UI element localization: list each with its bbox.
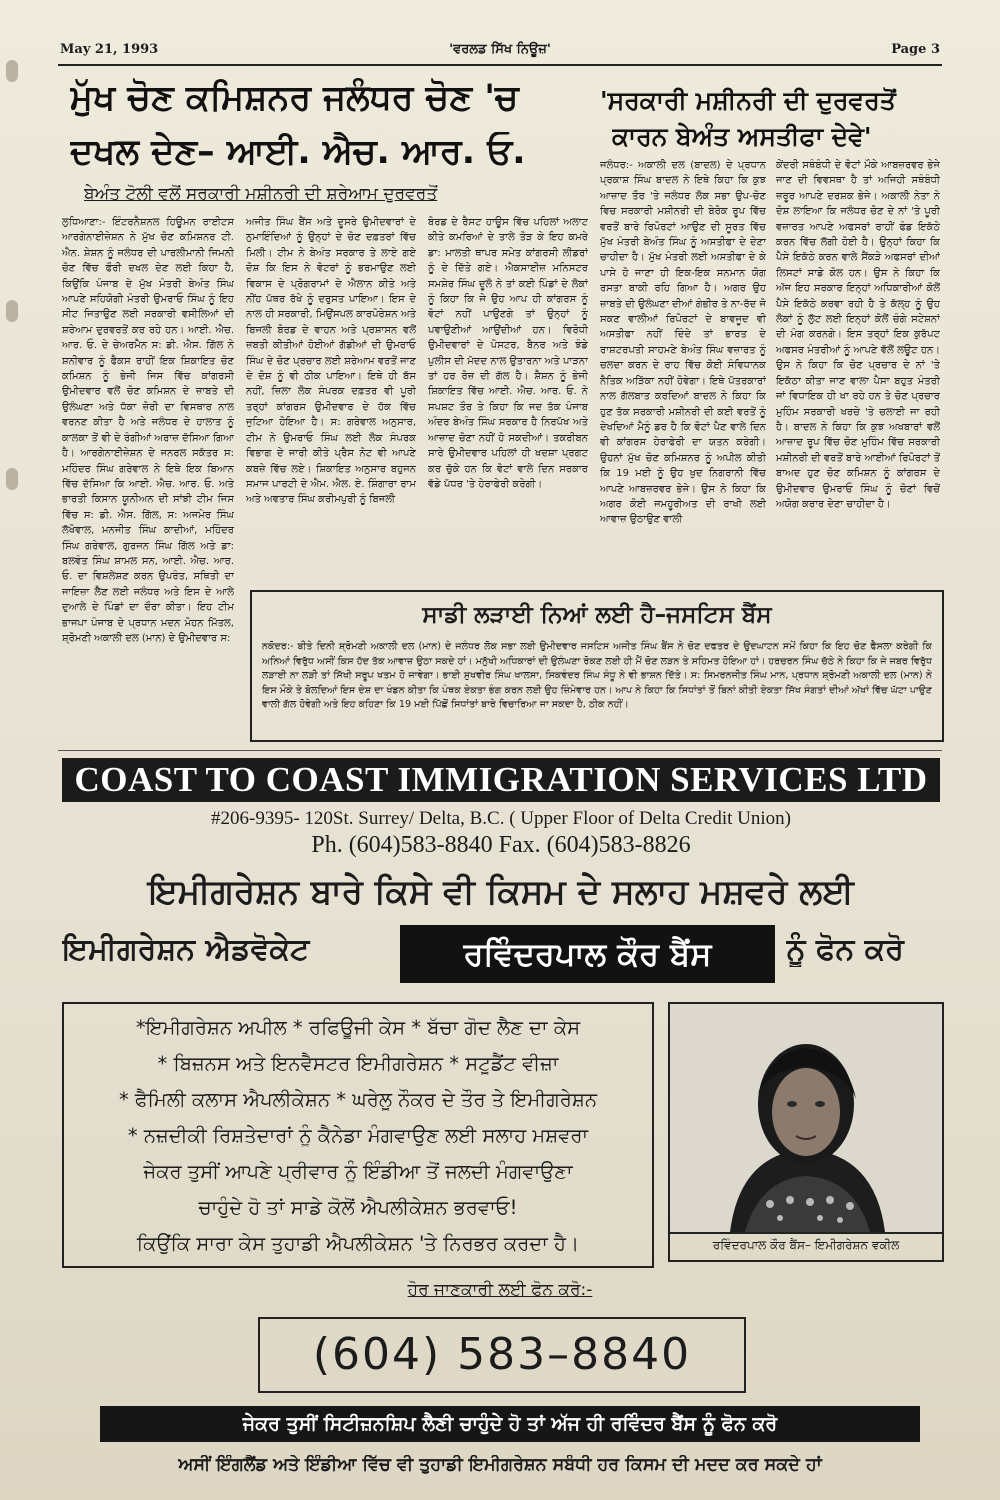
advocate-name-box: ਰਵਿੰਦਰਪਾਲ ਕੌਰ ਬੈਂਸ bbox=[400, 925, 775, 983]
advocate-prefix: ਇਮੀਗਰੇਸ਼ਨ ਐਡਵੋਕੇਟ bbox=[62, 932, 310, 967]
left-article-column-2: ਅਜੀਤ ਸਿੰਘ ਬੈਂਸ ਅਤੇ ਦੂਸਰੇ ਉਮੀਦਵਾਰਾਂ ਦੇ ਨੁਮਾਇੰਦਿਆਂ ਨੂੰ ਉਨ੍ਹਾਂ ਦੇ ਚੋਣ ਦਫ਼ਤਰਾਂ ਵਿੱਚ ਮਿਲੀ। ਟੀਮ ਨੇ ਬੇਅੰਤ ਸਰਕਾਰ ਤੇ ਲਾਏ ਗਏ ਦੋਸ਼ ਕਿ ਇਸ ਨੇ ਵੋਟਰਾਂ ਨੂੰ ਭਰਮਾਉਣ ਲਈ ਵਿਕਾਸ ਦੇ ਪ੍ਰੋਗਰਾਮਾਂ ਦੇ ਐਲਾਨ ਕੀਤੇ ਅਤੇ ਨੀਂਹ ਪੱਥਰ ਰੱਖੇ ਨੂੰ ਦਰੁਸਤ ਪਾਇਆ। ਇਸ ਦੇ ਨਾਲ ਹੀ ਸਰਕਾਰੀ, ਮਿਉਂਸਪਲ ਕਾਰਪੋਰੇਸ਼ਨ ਅਤੇ ਬਿਜਲੀ ਬੋਰਡ ਦੇ ਵਾਹਨ ਅਤੇ ਪ੍ਰਸ਼ਾਸਨ ਵਲੋਂ ਜ਼ਬਤੀ ਕੀਤੀਆਂ ਹੋਈਆਂ ਗੱਡੀਆਂ ਦੀ ਉਮਰਾਓ ਸਿੰਘ ਦੇ ਚੋਣ ਪ੍ਰਚਾਰ ਲਈ ਸ਼ਰੇਆਮ ਵਰਤੋਂ ਜਾਣ ਦੇ ਦੋਸ਼ ਨੂੰ ਵੀ ਠੀਕ ਪਾਇਆ। ਇਥੇ ਹੀ ਬੱਸ ਨਹੀਂ, ਜ਼ਿਲਾ ਲੋਕ ਸੰਪਰਕ ਦਫ਼ਤਰ ਵੀ ਪੂਰੀ ਤਰ੍ਹਾਂ ਕਾਂਗਰਸ ਉਮੀਦਵਾਰ ਦੇ ਹੱਕ ਵਿੱਚ ਜੁਟਿਆ ਹੋਇਆ ਹੈ। ਸ: ਗਰੇਵਾਲ ਅਨੁਸਾਰ, ਟੀਮ ਨੇ ਉਮਰਾਓ ਸਿੰਘ ਲਈ ਲੋਕ ਸੰਪਰਕ ਵਿਭਾਗ ਦੇ ਜਾਰੀ ਕੀਤੇ ਪ੍ਰੈਸ ਨੋਟ ਵੀ ਆਪਣੇ ਕਬਜ਼ੇ ਵਿੱਚ ਲਏ। ਸ਼ਿਕਾਇਤ ਅਨੁਸਾਰ ਬਹੁਜਨ ਸਮਾਜ ਪਾਰਟੀ ਦੇ ਐਮ. ਐਲ. ਏ. ਸ਼ਿੰਗਾਰਾ ਰਾਮ ਅਤੇ ਅਵਤਾਰ ਸਿੰਘ ਕਰੀਮਪੁਰੀ ਨੂੰ ਬਿਜਲੀ bbox=[246, 217, 416, 506]
left-subheadline: ਬੇਅੰਤ ਟੋਲੀ ਵਲੋਂ ਸਰਕਾਰੀ ਮਸ਼ੀਨਰੀ ਦੀ ਸ਼ਰੇਆਮ ਦੁਰਵਰਤੋਂ bbox=[84, 184, 438, 204]
box-title: ਸਾਡੀ ਲੜਾਈ ਨਿਆਂ ਲਈ ਹੈ–ਜਸਟਿਸ ਬੈਂਸ bbox=[422, 602, 772, 628]
portrait-image bbox=[670, 1004, 942, 1232]
photo-caption: ਰਵਿੰਦਰਪਾਲ ਕੌਰ ਬੈਂਸ– ਇਮੀਗਰੇਸ਼ਨ ਵਕੀਲ bbox=[668, 1230, 944, 1262]
service-line: * ਨਜ਼ਦੀਕੀ ਰਿਸ਼ਤੇਦਾਰਾਂ ਨੂੰ ਕੈਨੇਡਾ ਮੰਗਵਾਉਣ ਲਈ ਸਲਾਹ ਮਸ਼ਵਰਾ bbox=[127, 1124, 589, 1147]
company-phone-fax: Ph. (604)583-8840 Fax. (604)583-8826 bbox=[311, 832, 691, 858]
left-article-column-3: ਬੋਰਡ ਦੇ ਰੈਸਟ ਹਾਊਸ ਵਿੱਚ ਪਹਿਲਾਂ ਅਲਾਟ ਕੀਤੇ ਕਮਰਿਆਂ ਦੇ ਤਾਲੇ ਤੋੜ ਕੇ ਇਹ ਕਮਰੇ ਡਾ: ਮਾਲਤੀ ਥਾਪਰ ਸਮੇਤ ਕਾਂਗਰਸੀ ਲੀਡਰਾਂ ਨੂੰ ਦੇ ਦਿੱਤੇ ਗਏ। ਐਕਸਾਈਜ਼ ਮਨਿਸਟਰ ਸਮਸ਼ੇਰ ਸਿੰਘ ਦੂਲੋ ਨੇ ਤਾਂ ਕਈ ਪਿੰਡਾਂ ਦੇ ਲੋਕਾਂ ਨੂੰ ਕਿਹਾ ਕਿ ਜੇ ਉਹ ਆਪ ਹੀ ਕਾਂਗਰਸ ਨੂੰ ਵੋਟਾਂ ਨਹੀਂ ਪਾਉਣਗੇ ਤਾਂ ਉਨ੍ਹਾਂ ਨੂੰ ਪਵਾਉਣੀਆਂ ਆਉਂਦੀਆਂ ਹਨ। ਵਿਰੋਧੀ ਉਮੀਦਵਾਰਾਂ ਦੇ ਪੋਸਟਰ, ਬੈਨਰ ਅਤੇ ਝੰਡੇ ਪੁਲੀਸ ਦੀ ਮੱਦਦ ਨਾਲ ਉਤਾਰਨਾ ਅਤੇ ਪਾੜਨਾ ਤਾਂ ਹਰ ਰੋਜ਼ ਦੀ ਗੱਲ ਹੈ। ਸ਼ੈਸ਼ਨ ਨੂੰ ਭੇਜੀ ਸ਼ਿਕਾਇਤ ਵਿੱਚ ਆਈ. ਐਚ. ਆਰ. ਓ. ਨੇ ਸਪਸ਼ਟ ਤੌਰ ਤੇ ਕਿਹਾ ਕਿ ਜਦ ਤੱਕ ਪੰਜਾਬ ਅੰਦਰ ਬੇਅੰਤ ਸਿੰਘ ਸਰਕਾਰ ਹੈ ਨਿਰਪੱਖ ਅਤੇ ਆਜ਼ਾਦ ਚੋਣਾ ਨਹੀਂ ਹੋ ਸਕਦੀਆਂ। ਤਕਰੀਬਨ ਸਾਰੇ ਉਮੀਦਵਾਰ ਪਹਿਲਾਂ ਹੀ ਖਦਸ਼ਾ ਪ੍ਰਗਟ ਕਰ ਚੁੱਕੇ ਹਨ ਕਿ ਵੋਟਾਂ ਵਾਲੇ ਦਿਨ ਸਰਕਾਰ ਵੱਡੇ ਪੱਧਰ 'ਤੇ ਹੇਰਾਫੇਰੀ ਕਰੇਗੀ। bbox=[428, 217, 588, 490]
company-address: #206-9395- 120St. Surrey/ Delta, B.C. ( Upper Floor of Delta Credit Union) bbox=[211, 808, 791, 829]
box-body: ਨਕੋਦਰ:- ਬੀਤੇ ਦਿਨੀ ਸ਼੍ਰੋਮਣੀ ਅਕਾਲੀ ਦਲ (ਮਾਨ) ਦੇ ਜਲੰਧਰ ਲੋਕ ਸਭਾ ਲਈ ਉਮੀਦਵਾਰ ਜਸਟਿਸ ਅਜੀਤ ਸਿੰਘ ਬੈਂਸ ਨੇ ਚੋਣ ਦਫਤਰ ਦੇ ਉਦਘਾਟਨ ਸਮੇਂ ਕਿਹਾ ਕਿ ਇਹ ਚੋਣ ਫੈਸਲਾ ਕਰੇਗੀ ਕਿ ਅਨਿਆਂ ਵਿਰੁੱਧ ਅਸੀਂ ਕਿਸ ਹੱਦ ਤੱਕ ਆਵਾਜ਼ ਉਠਾ ਸਕਦੇ ਹਾਂ। ਮਨੁੱਖੀ ਅਧਿਕਾਰਾਂ ਦੀ ਉਲੰਘਣਾ ਰੋਕਣ ਲਈ ਹੀ ਮੈਂ ਚੋਣ ਲੜਨ ਤੇ ਸਹਿਮਤ ਹੋਇਆ ਹਾਂ। ਹਰਚਰਨ ਸਿੰਘ ਚੱਠੇ ਨੇ ਕਿਹਾ ਕਿ ਜੇ ਜਬਰ ਵਿਰੁੱਧ ਲੜਾਈ ਨਾ ਲੜੀ ਤਾਂ ਸਿੱਖੀ ਸਰੂਪ ਖਤਮ ਹੋ ਜਾਵੇਗਾ। ਭਾਈ ਸੁਖਵੀਰ ਸਿੰਘ ਖਾਲਸਾ, ਸਿਕਵੰਦਰ ਸਿੰਘ ਸੰਧੂ ਨੇ ਵੀ ਭਾਸ਼ਨ ਦਿੱਤੇ। ਸ: ਸਿਮਰਨਜੀਤ ਸਿੰਘ ਮਾਨ, ਪ੍ਰਧਾਨ ਸ਼੍ਰੋਮਣੀ ਅਕਾਲੀ ਦਲ (ਮਾਨ) ਨੇ ਇਸ ਮੌਕੇ ਤੇ ਬੋਲਦਿਆਂ ਇਸ ਦੇਸ਼ ਦਾ ਖੰਡਨ ਕੀਤਾ ਕਿ ਪੰਥਕ ਏਕਤਾ ਭੰਗ ਕਰਨ ਲਈ ਉਹ ਜ਼ਿੰਮੇਵਾਰ ਹਨ। ਆਪ ਨੇ ਕਿਹਾ ਕਿ ਸਿਧਾਂਤਾਂ ਤੋਂ ਬਿਨਾਂ ਕੀਤੀ ਏਕਤਾ ਸਿੱਖ ਸੰਗਤਾਂ ਦੀਆਂ ਅੱਖਾਂ ਵਿੱਚ ਘੱਟਾ ਪਾਉਣ ਵਾਲੀ ਗੱਲ ਹੋਵੇਗੀ ਅਤੇ ਇਹ ਕਹਿਣਾ ਕਿ 19 ਮਈ ਪਿੱਛੋਂ ਸਿਧਾਂਤਾਂ ਬਾਰੇ ਵਿਚਾਰਿਆ ਜਾ ਸਕਦਾ ਹੈ, ਠੀਕ ਨਹੀਂ। bbox=[262, 641, 932, 711]
page-number: Page 3 bbox=[891, 42, 940, 57]
company-banner: COAST TO COAST IMMIGRATION SERVICES LTD bbox=[62, 758, 940, 802]
right-headline-line1: 'ਸਰਕਾਰੀ ਮਸ਼ੀਨਰੀ ਦੀ ਦੁਰਵਰਤੋਂ bbox=[600, 86, 896, 115]
citizenship-banner: ਜੇਕਰ ਤੁਸੀਂ ਸਿਟੀਜ਼ਨਸ਼ਿਪ ਲੈਣੀ ਚਾਹੁੰਦੇ ਹੋ ਤਾਂ ਅੱਜ ਹੀ ਰਵਿੰਦਰ ਬੈਂਸ ਨੂੰ ਫੋਨ ਕਰੋ bbox=[100, 1406, 920, 1442]
advocate-suffix: ਨੂੰ ਫੋਨ ਕਰੋ bbox=[786, 932, 904, 967]
advocate-photo bbox=[668, 1002, 944, 1234]
services-box bbox=[62, 1002, 654, 1268]
footer-line: ਅਸੀਂ ਇੰਗਲੈਂਡ ਅਤੇ ਇੰਡੀਆ ਵਿੱਚ ਵੀ ਤੁਹਾਡੀ ਇਮੀਗਰੇਸ਼ਨ ਸਬੰਧੀ ਹਰ ਕਿਸਮ ਦੀ ਮਦਦ ਕਰ ਸਕਦੇ ਹਾਂ bbox=[178, 1455, 822, 1475]
left-headline-line2: ਦਖਲ ਦੇਣ– ਆਈ. ਐਚ. ਆਰ. ਓ. bbox=[70, 132, 526, 172]
big-phone-number: (604) 583–8840 bbox=[258, 1317, 746, 1393]
service-line: *ਇਮੀਗਰੇਸ਼ਨ ਅਪੀਲ * ਰਫਿਊਜੀ ਕੇਸ * ਬੱਚਾ ਗੋਦ ਲੈਣ ਦਾ ਕੇਸ bbox=[135, 1016, 581, 1039]
service-line: * ਫੈਮਿਲੀ ਕਲਾਸ ਐਪਲੀਕੇਸ਼ਨ * ਘਰੇਲੂ ਨੌਕਰ ਦੇ ਤੌਰ ਤੇ ਇਮੀਗਰੇਸ਼ਨ bbox=[118, 1088, 598, 1111]
more-info-label: ਹੋਰ ਜਾਣਕਾਰੀ ਲਈ ਫੋਨ ਕਰੋ:- bbox=[407, 1280, 593, 1300]
service-line: ਕਿਉਂਕਿ ਸਾਰਾ ਕੇਸ ਤੁਹਾਡੀ ਐਪਲੀਕੇਸ਼ਨ 'ਤੇ ਨਿਰਭਰ ਕਰਦਾ ਹੈ। bbox=[136, 1232, 580, 1255]
header-rule bbox=[58, 64, 942, 66]
ad-tagline: ਇਮੀਗਰੇਸ਼ਨ ਬਾਰੇ ਕਿਸੇ ਵੀ ਕਿਸਮ ਦੇ ਸਲਾਹ ਮਸ਼ਵਰੇ ਲਈ bbox=[148, 872, 854, 912]
left-article-column-1: ਲੁਧਿਆਣਾ:- ਇੰਟਰਨੈਸ਼ਨਲ ਹਿਊਮਨ ਰਾਈਟਸ ਆਰਗੇਨਾਈਜ਼ੇਸ਼ਨ ਨੇ ਮੁੱਖ ਚੋਣ ਕਮਿਸ਼ਨਰ ਟੀ. ਐਨ. ਸ਼ੇਸ਼ਨ ਨੂੰ ਜਲੰਧਰ ਦੀ ਪਾਰਲੀਮਾਨੀ ਜਿਮਨੀ ਚੋਣ ਵਿੱਚ ਫੌਰੀ ਦਖਲ ਦੇਣ ਲਈ ਕਿਹਾ ਹੈ, ਕਿਉਂਕਿ ਪੰਜਾਬ ਦੇ ਮੁੱਖ ਮੰਤਰੀ ਬੇਅੰਤ ਸਿੰਘ ਆਪਣੇ ਸਹਿਯੋਗੀ ਮੰਤਰੀ ਉਮਰਾਓ ਸਿੰਘ ਨੂੰ ਇਹ ਸੀਟ ਜਿਤਾਉਣ ਲਈ ਸਰਕਾਰੀ ਵਸੀਲਿਆਂ ਦੀ ਸ਼ਰੇਆਮ ਦੁਰਵਰਤੋਂ ਕਰ ਰਹੇ ਹਨ। ਆਈ. ਐਚ. ਆਰ. ਓ. ਦੇ ਚੇਅਰਮੈਨ ਸ: ਡੀ. ਐਸ. ਗਿੱਲ ਨੇ ਸ਼ਨੀਵਾਰ ਨੂੰ ਫੈਕਸ ਰਾਹੀਂ ਇਕ ਸ਼ਿਕਾਇਤ ਚੋਣ ਕਮਿਸ਼ਨ ਨੂੰ ਭੇਜੀ ਜਿਸ ਵਿੱਚ ਕਾਂਗਰਸੀ ਉਮੀਦਵਾਰ ਵਲੋਂ ਚੋਣ ਕਮਿਸ਼ਨ ਦੇ ਜ਼ਾਬਤੇ ਦੀ ਉਲੰਘਣਾ ਅਤੇ ਧੱਕਾ ਜ਼ੋਰੀ ਦਾ ਵਿਸਥਾਰ ਨਾਲ ਵਰਨਣ ਕੀਤਾ ਹੈ ਅਤੇ ਜਲੰਧਰ ਦੇ ਹਾਲਾਤ ਨੂੰ ਕਾਲਕਾ ਤੋਂ ਵੀ ਦੇ ਰੰਗੀਆਂ ਅਰਾਜ਼ ਦੱਸਿਆ ਗਿਆ ਹੈ। ਆਰਗੇਨਾਈਜ਼ੇਸ਼ਨ ਦੇ ਜਨਰਲ ਸਕੱਤਰ ਸ: ਮਹਿੰਦਰ ਸਿੰਘ ਗਰੇਵਾਲ ਨੇ ਇਥੇ ਇਕ ਬਿਆਨ ਵਿੱਚ ਦੱਸਿਆ ਕਿ ਆਈ. ਐਚ. ਆਰ. ਓ. ਅਤੇ ਭਾਰਤੀ ਕਿਸਾਨ ਯੂਨੀਅਨ ਦੀ ਸਾਂਝੀ ਟੀਮ ਜਿਸ ਵਿੱਚ ਸ: ਡੀ. ਐਸ. ਗਿੱਲ, ਸ: ਅਜਮੇਰ ਸਿੰਘ ਲੱਖੋਵਾਲ, ਮਨਜੀਤ ਸਿੰਘ ਕਾਦੀਆਂ, ਮਹਿੰਦਰ ਸਿੰਘ ਗਰੇਵਾਲ, ਗੁਰਜਨ ਸਿੰਘ ਗਿੱਲ ਅਤੇ ਡਾ: ਬਲਵੰਤ ਸਿੰਘ ਸ਼ਾਮਲ ਸਨ, ਆਈ. ਐਚ. ਆਰ. ਓ. ਦਾ ਵਿਸ਼ਲੇਸ਼ਣ ਕਰਨ ਉਪਰੰਤ, ਸਥਿਤੀ ਦਾ ਜਾਇਜ਼ਾ ਲੈਣ ਲਈ ਜਲੰਧਰ ਅਤੇ ਇਸ ਦੇ ਆਲੇ ਦੁਆਲੇ ਦੇ ਪਿੰਡਾਂ ਦਾ ਦੌਰਾ ਕੀਤਾ। ਇਹ ਟੀਮ ਭਾਜਪਾ ਪੰਜਾਬ ਦੇ ਪ੍ਰਧਾਨ ਮਦਨ ਮੋਹਨ ਮਿੱਤਲ, ਸ਼੍ਰੋਮਣੀ ਅਕਾਲੀ ਦਲ (ਮਾਨ) ਦੇ ਉਮੀਦਵਾਰ ਸ: bbox=[62, 217, 234, 644]
right-headline-line2: ਕਾਰਨ ਬੇਅੰਤ ਅਸਤੀਫਾ ਦੇਵੇ' bbox=[612, 122, 872, 151]
section-rule bbox=[58, 750, 942, 751]
service-line: ਜੇਕਰ ਤੁਸੀਂ ਆਪਣੇ ਪ੍ਰੀਵਾਰ ਨੂੰ ਇੰਡੀਆ ਤੋਂ ਜਲਦੀ ਮੰਗਵਾਉਣਾ bbox=[143, 1160, 573, 1183]
justice-bains-box bbox=[250, 590, 944, 742]
issue-date: May 21, 1993 bbox=[60, 42, 159, 57]
page-header bbox=[60, 42, 940, 64]
right-article-column-2: ਕੇਂਦਰੀ ਸਥੰਬੰਧੀ ਦੇ ਵੋਟਾਂ ਮੌਕੇ ਆਬਜ਼ਰਵਰ ਭੇਜੇ ਜਾਣ ਦੀ ਵਿਵਸਥਾ ਹੈ ਤਾਂ ਅਜਿਹੀ ਸਥੰਬੰਧੀ ਜ਼ਰੂਰ ਆਪਣੇ ਦਰਸ਼ਕ ਭੇਜੇ। ਅਕਾਲੀ ਨੇਤਾ ਨੇ ਦੋਸ਼ ਲਾਇਆ ਕਿ ਜਲੰਧਰ ਚੋਣ ਦੇ ਨਾਂ 'ਤੇ ਪੂਰੀ ਵਜ਼ਾਰਤ ਆਪਣੇ ਅਫਸਰਾਂ ਰਾਹੀਂ ਫੰਡ ਇਕੱਠੇ ਕਰਨ ਵਿੱਚ ਲੱਗੀ ਹੋਈ ਹੈ। ਉਨ੍ਹਾਂ ਕਿਹਾ ਕਿ ਪੈਸੇ ਇਕੱਠੇ ਕਰਨ ਵਾਲੇ ਸੈਂਕੜੇ ਅਫਸਰਾਂ ਦੀਆਂ ਲਿਸਟਾਂ ਸਾਡੇ ਕੋਲ ਹਨ। ਉਸ ਨੇ ਕਿਹਾ ਕਿ ਅੱਜ ਇਹ ਸਰਕਾਰ ਇਨ੍ਹਾਂ ਅਧਿਕਾਰੀਆਂ ਕੋਲੋਂ ਪੈਸੇ ਇਕੱਠੇ ਕਰਵਾ ਰਹੀ ਹੈ ਤੇ ਕੱਲ੍ਹ ਨੂੰ ਉਹ ਲੋਕਾਂ ਨੂੰ ਲੁੱਟ ਲਈ ਇਨ੍ਹਾਂ ਕੋਲੋਂ ਚੰਗੇ ਸਟੇਸ਼ਨਾਂ ਦੀ ਮੰਗ ਕਰਨਗੇ। ਇਸ ਤਰ੍ਹਾਂ ਇਕ ਕੁਰੱਪਟ ਅਫਸਰ ਮੰਤਰੀਆਂ ਨੂੰ ਆਪਣੇ ਵੱਲੋਂ ਲਊਟ ਹਨ। ਉਸ ਨੇ ਕਿਹਾ ਕਿ ਚੋਣ ਪ੍ਰਚਾਰ ਦੇ ਨਾਂ 'ਤੇ ਇਕੱਠਾ ਕੀਤਾ ਜਾਣ ਵਾਲਾ ਪੈਸਾ ਬਹੁਤ ਮੰਤਰੀ ਜਾਂ ਵਿਧਾਇਕ ਹੀ ਖਾ ਰਹੇ ਹਨ ਤੇ ਚੋਣ ਪ੍ਰਚਾਰ ਮੁਹਿੰਮ ਸਰਕਾਰੀ ਖਰਚੇ 'ਤੇ ਚਲਾਈ ਜਾ ਰਹੀ ਹੈ। ਬਾਦਲ ਨੇ ਕਿਹਾ ਕਿ ਕੁਝ ਅਖਬਾਰਾਂ ਵਲੋਂ ਆਜ਼ਾਦ ਰੂਪ ਵਿੱਚ ਚੋਣ ਮੁਹਿੰਮ ਵਿੱਚ ਸਰਕਾਰੀ ਮਸ਼ੀਨਰੀ ਦੀ ਵਰਤੋਂ ਬਾਰੇ ਆਈਆਂ ਰਿਪੋਰਟਾਂ ਤੋਂ ਬਾਅਦ ਹੁਣ ਚੋਣ ਕਮਿਸ਼ਨ ਨੂੰ ਕਾਂਗਰਸ ਦੇ ਉਮੀਦਵਾਰ ਉਮਰਾਓ ਸਿੰਘ ਨੂੰ ਚੋਣਾਂ ਵਿਚੋਂ ਅਯੋਗ ਕਰਾਰ ਦੇਣਾ ਚਾਹੀਦਾ ਹੈ। bbox=[776, 160, 940, 510]
newspaper-name: 'ਵਰਲਡ ਸਿੱਖ ਨਿਊਜ਼' bbox=[449, 42, 551, 57]
service-line: * ਬਿਜ਼ਨਸ ਅਤੇ ਇਨਵੈਸਟਰ ਇਮੀਗਰੇਸ਼ਨ * ਸਟੂਡੈਂਟ ਵੀਜ਼ਾ bbox=[157, 1052, 559, 1075]
left-headline-line1: ਮੁੱਖ ਚੋਣ ਕਮਿਸ਼ਨਰ ਜਲੰਧਰ ਚੋਣ 'ਚ bbox=[70, 78, 519, 118]
service-line: ਚਾਹੁੰਦੇ ਹੋ ਤਾਂ ਸਾਡੇ ਕੋਲੋਂ ਐਪਲੀਕੇਸ਼ਨ ਭਰਵਾਓ! bbox=[198, 1196, 518, 1219]
right-article-column-1: ਜਲੰਧਰ:- ਅਕਾਲੀ ਦਲ (ਬਾਦਲ) ਦੇ ਪ੍ਰਧਾਨ ਪ੍ਰਕਾਸ਼ ਸਿੰਘ ਬਾਦਲ ਨੇ ਇਥੇ ਕਿਹਾ ਕਿ ਕੁਝ ਆਜ਼ਾਦ ਤੌਰ 'ਤੇ ਜਲੰਧਰ ਲੋਕ ਸਭਾ ਉਪ-ਚੋਣ ਵਿਚ ਸਰਕਾਰੀ ਮਸ਼ੀਨਰੀ ਦੀ ਬੇਰੋਕ ਰੂਪ ਵਿੱਚ ਵਰਤੋਂ ਬਾਰੇ ਰਿਪੋਰਟਾਂ ਆਉਣ ਦੀ ਸੂਰਤ ਵਿੱਚ ਮੁੱਖ ਮੰਤਰੀ ਬੇਅੰਤ ਸਿੰਘ ਨੂੰ ਅਸਤੀਫਾ ਦੇ ਦੇਣਾ ਚਾਹੀਦਾ ਹੈ। ਮੁੱਖ ਮੰਤਰੀ ਲਈ ਅਸਤੀਫਾ ਦੇ ਕੇ ਪਾਸੇ ਹੋ ਜਾਣਾ ਹੀ ਇਕ-ਇਕ ਸਨਮਾਨ ਯੋਗ ਰਸਤਾ ਬਾਕੀ ਰਹਿ ਗਿਆ ਹੈ। ਅਗਰ ਉਹ ਜ਼ਾਬਤੇ ਦੀ ਉਲੰਘਣਾ ਦੀਆਂ ਗੰਭੀਰ ਤੇ ਨਾ-ਰੱਦ ਜੋ ਸਕਣ ਵਾਲੀਆਂ ਰਿਪੋਰਟਾਂ ਦੇ ਬਾਵਜੂਦ ਵੀ ਅਸਤੀਫਾ ਨਹੀਂ ਦਿੰਦੇ ਤਾਂ ਭਾਰਤ ਦੇ ਰਾਸ਼ਟਰਪਤੀ ਸਾਹਮਣੇ ਬੇਅੰਤ ਸਿੰਘ ਵਜ਼ਾਰਤ ਨੂੰ ਚਲਦਾ ਕਰਨ ਦੇ ਰਾਹ ਵਿੱਚ ਕੋਈ ਸੰਵਿਧਾਨਕ ਨੈਤਿਕ ਅੜਿੱਕਾ ਨਹੀਂ ਹੋਵੇਗਾ। ਇਥੇ ਪੱਤਰਕਾਰਾਂ ਨਾਲ ਗੱਲਬਾਤ ਕਰਦਿਆਂ ਬਾਦਲ ਨੇ ਕਿਹਾ ਕਿ ਹੁਣ ਤੱਕ ਸਰਕਾਰੀ ਮਸ਼ੀਨਰੀ ਦੀ ਕਈ ਵਰਤੋਂ ਨੂੰ ਦੇਖਦਿਆਂ ਮੈਨੂੰ ਡਰ ਹੈ ਕਿ ਵੋਟਾਂ ਪੈਣ ਵਾਲੇ ਦਿਨ ਵੀ ਕਾਂਗਰਸ ਹੇਰਾਫੇਰੀ ਦਾ ਯਤਨ ਕਰੇਗੀ। ਉਹਨਾਂ ਮੁੱਖ ਚੋਣ ਕਮਿਸ਼ਨਰ ਨੂੰ ਅਪੀਲ ਕੀਤੀ ਕਿ 19 ਮਈ ਨੂੰ ਉਹ ਖੁਦ ਨਿਗਰਾਨੀ ਵਿੱਚ ਆਪਣੇ ਆਬਜ਼ਰਵਰ ਭੇਜੇ। ਉਸ ਨੇ ਕਿਹਾ ਕਿ ਅਗਰ ਕੋਈ ਜਮਹੂਰੀਅਤ ਦੀ ਰਾਖੀ ਲਈ ਆਵਾਜ਼ ਉਠਾਉਣ ਵਾਲੀ bbox=[600, 160, 766, 526]
